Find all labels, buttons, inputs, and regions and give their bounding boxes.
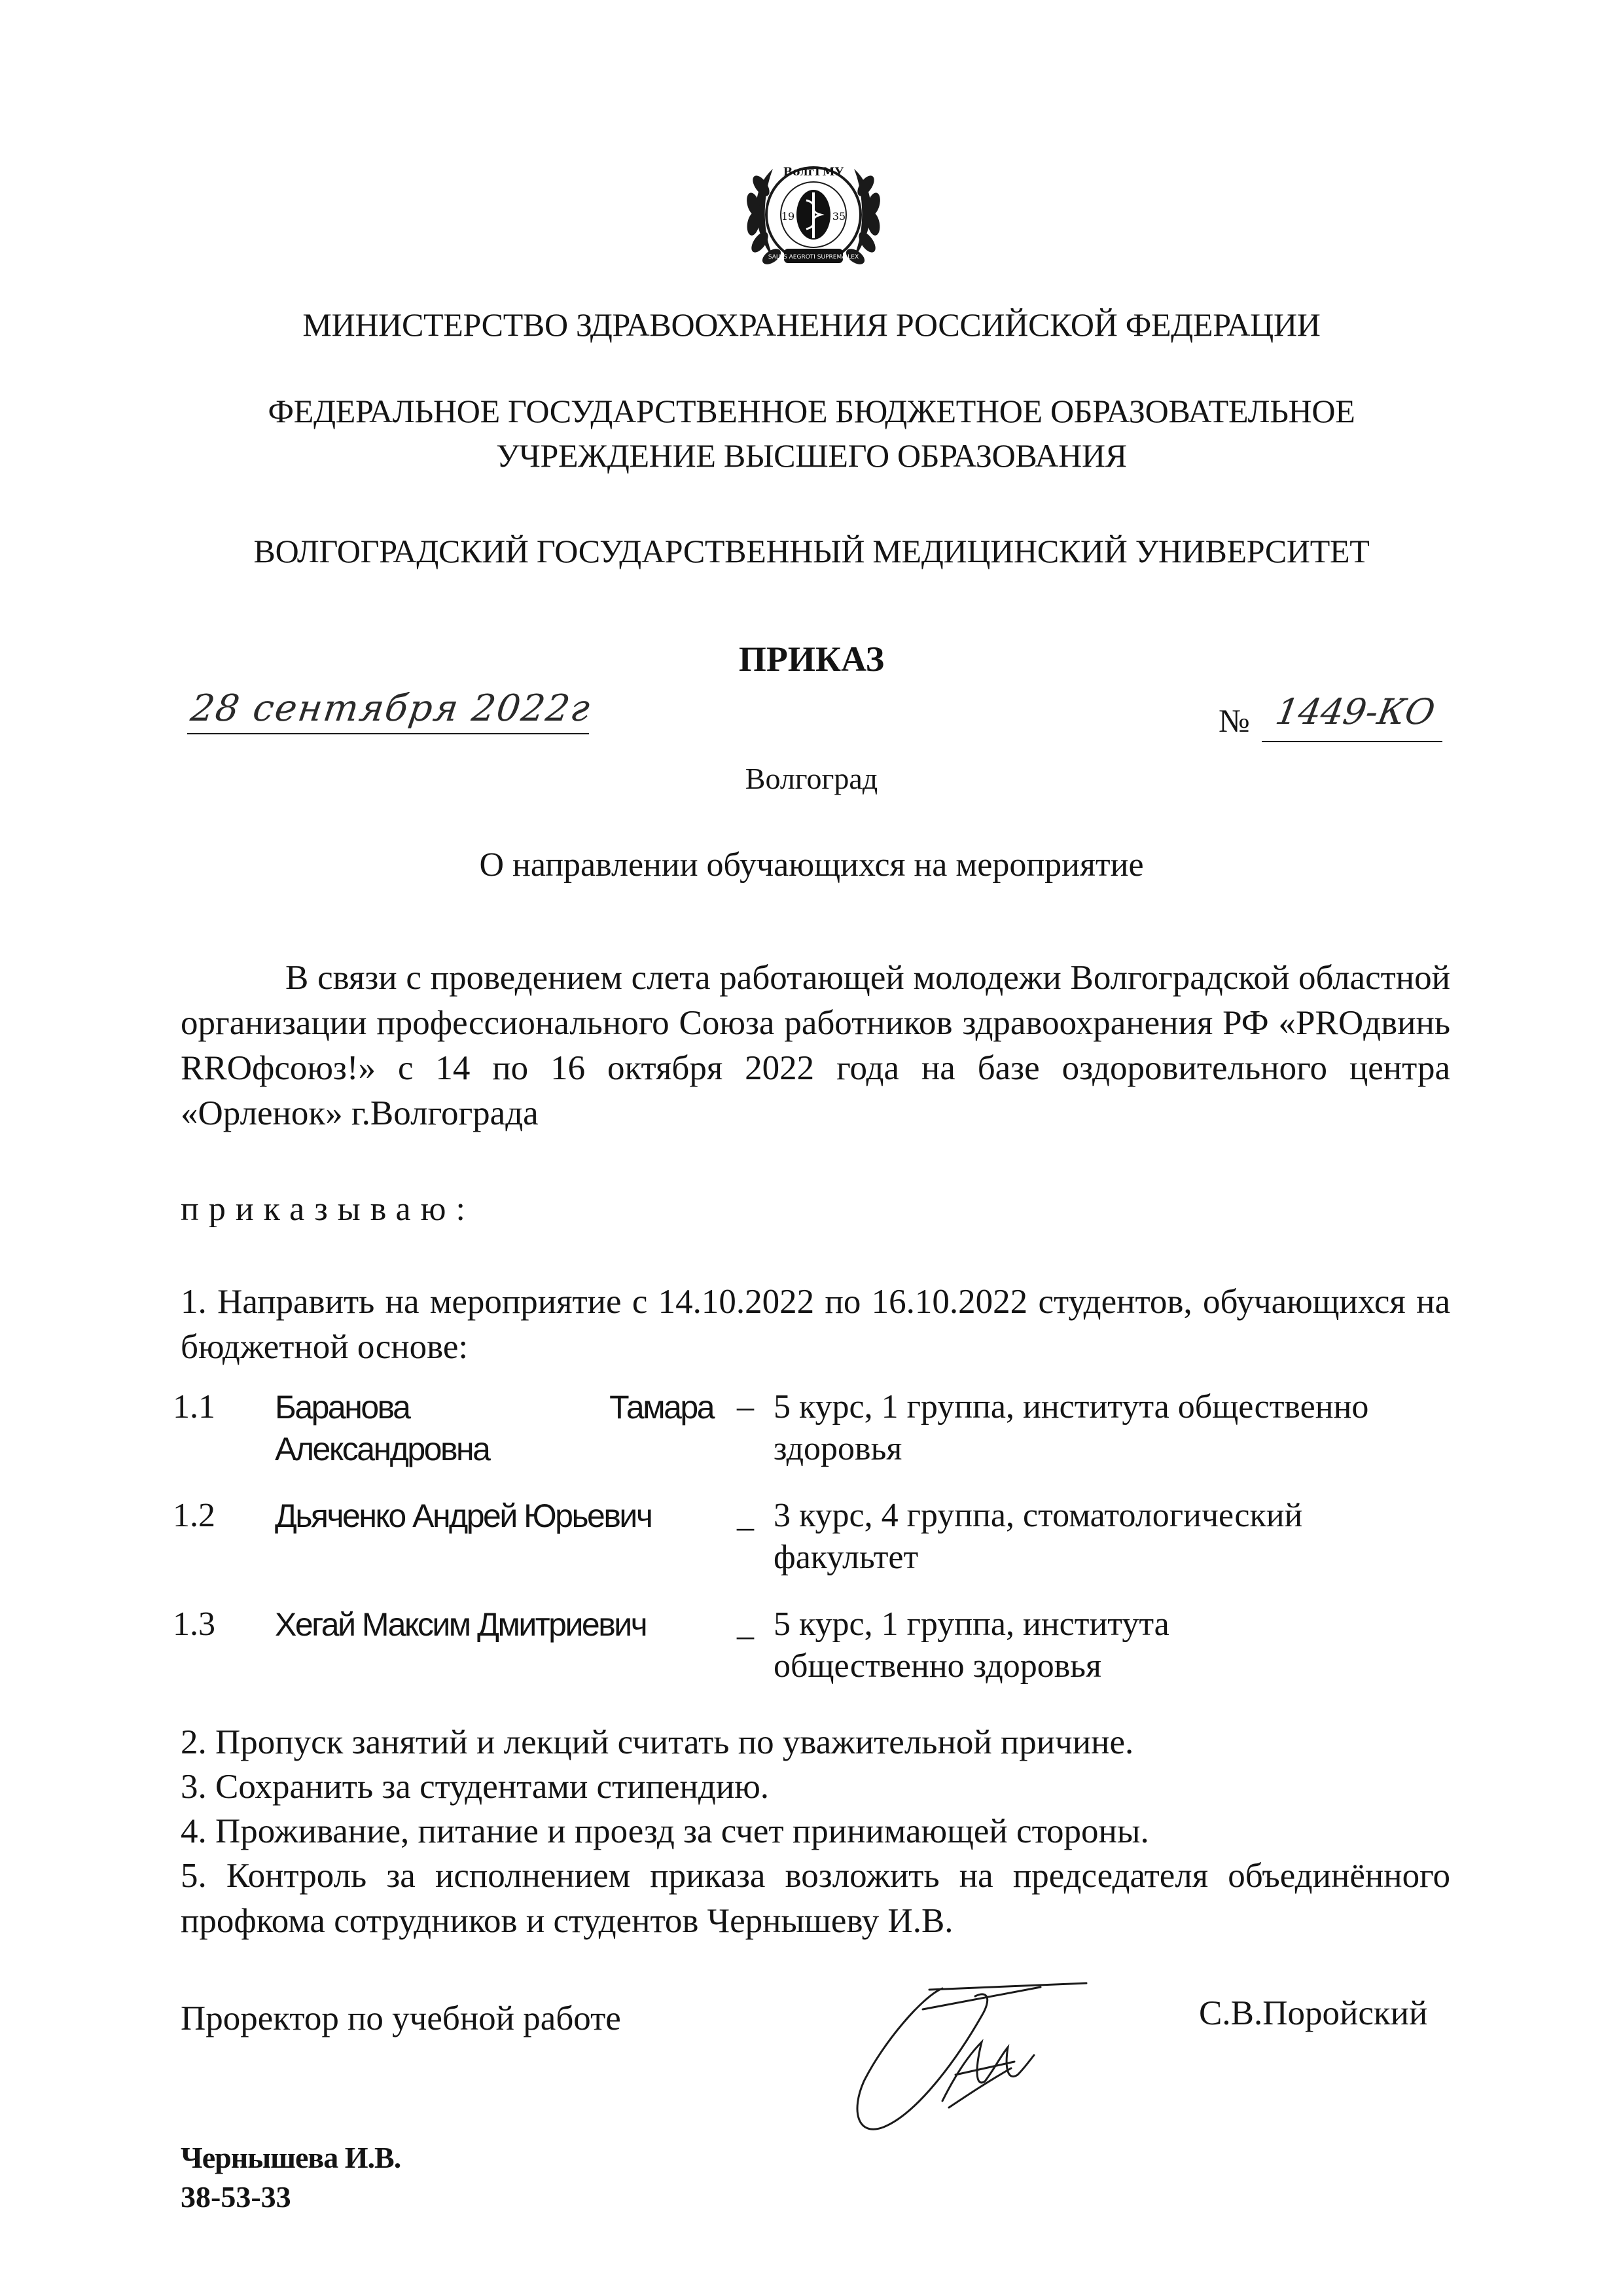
ministry-name <box>0 302 1623 347</box>
signatory-role: Проректор по учебной работе <box>181 2000 621 2037</box>
institution-line-2: УЧРЕЖДЕНИЕ ВЫСШЕГО ОБРАЗОВАНИЯ <box>496 437 1127 474</box>
intro-paragraph: В связи с проведением слета работающей молодежи Волгоградской областной организации профессионального Союза работников здравоохранения РФ «PROдвинь RROфсоюз!» с 14 по 16 октября 2022 года на базе оздоровительного центра «Орленок» г.Волгограда <box>181 959 1450 1132</box>
emblem-year-right: 35 <box>832 210 846 223</box>
university-emblem-icon <box>738 137 889 288</box>
handwritten-signature-icon <box>844 1970 1106 2140</box>
order-subject: О направлении обучающихся на мероприятие <box>479 846 1144 884</box>
emblem-motto: SALUS AEGROTI SUPREMA LEX <box>768 254 859 260</box>
student-dash: _ <box>737 1605 754 1643</box>
student-number: 1.1 <box>173 1388 215 1426</box>
order-item-4: 4. Проживание, питание и проезд за счет принимающей стороны. <box>181 1812 1149 1850</box>
institution-name <box>0 389 1623 478</box>
student-number: 1.3 <box>173 1605 215 1643</box>
student-name: Дьяченко Андрей Юрьевич <box>275 1498 652 1534</box>
student-description: 3 курс, 4 группа, стоматологический факультет <box>774 1497 1303 1576</box>
city: Волгоград <box>745 762 878 795</box>
order-number-handwritten: 1449-КО <box>1272 691 1438 732</box>
order-item-1: 1. Направить на мероприятие с 14.10.2022 по 16.10.2022 студентов, обучающихся на бюджетной основе: <box>181 1283 1450 1366</box>
executor-phone: 38-53-33 <box>181 2180 291 2214</box>
student-name: Хегай Максим Дмитриевич <box>275 1606 647 1643</box>
student-description: 5 курс, 1 группа, института общественно здоровья <box>774 1388 1369 1467</box>
student-number: 1.2 <box>173 1497 215 1534</box>
student-description: 5 курс, 1 группа, института общественно здоровья <box>774 1605 1169 1685</box>
order-date-handwritten: 28 сентября 2022г <box>188 687 594 730</box>
signatory-name: С.В.Поройский <box>1199 1994 1428 2032</box>
university-line: ВОЛГОГРАДСКИЙ ГОСУДАРСТВЕННЫЙ МЕДИЦИНСКИЙ УНИВЕРСИТЕТ <box>253 533 1370 569</box>
document-title: ПРИКАЗ <box>738 639 885 679</box>
ministry-line: МИНИСТЕРСТВО ЗДРАВООХРАНЕНИЯ РОССИЙСКОЙ ФЕДЕРАЦИИ <box>302 306 1321 343</box>
university-name <box>0 529 1623 573</box>
order-item-2: 2. Пропуск занятий и лекций считать по уважительной причине. <box>181 1723 1134 1761</box>
order-item-5: 5. Контроль за исполнением приказа возложить на председателя объединённого профкома сотрудников и студентов Чернышеву И.В. <box>181 1857 1450 1940</box>
date-underline <box>187 733 589 734</box>
order-number-label: № <box>1219 702 1250 739</box>
emblem-text-top: ВолгГМУ <box>783 166 844 179</box>
emblem-year-left: 19 <box>781 210 795 223</box>
student-dash: – <box>737 1388 754 1426</box>
institution-line-1: ФЕДЕРАЛЬНОЕ ГОСУДАРСТВЕННОЕ БЮДЖЕТНОЕ ОБРАЗОВАТЕЛЬНОЕ <box>268 393 1355 429</box>
order-word: приказываю: <box>181 1191 475 1228</box>
number-underline <box>1262 741 1442 742</box>
student-dash: _ <box>737 1497 754 1534</box>
student-name: Баранова Тамара Александровна <box>275 1389 713 1467</box>
order-item-3: 3. Сохранить за студентами стипендию. <box>181 1768 770 1806</box>
executor-name: Чернышева И.В. <box>181 2141 401 2174</box>
